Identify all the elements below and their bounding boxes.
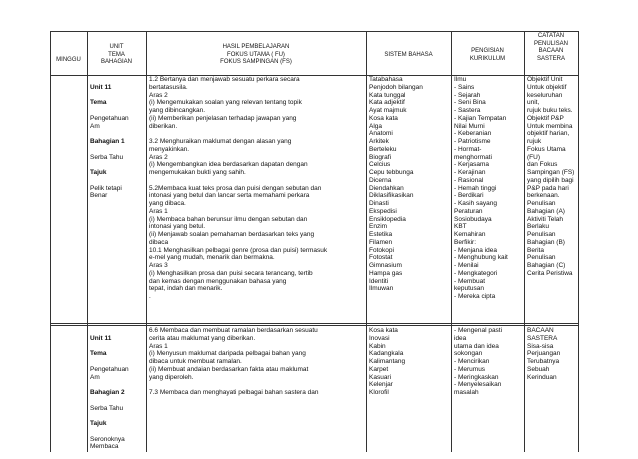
header-pengisian-kurikulum: PENGISIAN KURIKULUM	[469, 48, 506, 62]
header-minggu: MINGGU	[56, 57, 81, 63]
row1-bottom-border	[50, 323, 578, 324]
row1-sistem-bahasa: Tatabahasa Penjodoh bilangan Kata tunggal Kata adjektif Ayat majmuk Kosa kata Alga Anatomi Arkitek Berteleku Biografi Celcius Cepu tebbunga Dicerna Diendahkan Diklasifikasikan Dinasti Ekspedisi Ensiklopedia Enzim Estetika Filamen Fotokopi Fotostat Gimnasium Hampa gas Identiti Ilmuwan	[369, 76, 423, 293]
col-border-2	[146, 31, 147, 452]
row1-tema-label: Tema	[90, 99, 107, 107]
row1-hasil-pembelajaran: 1.2 Bertanya dan menjawab sesuatu perkara secara bertatasusila. Aras 2 (i) Mengemukakan soalan yang relevan tentang topik yang dibincangkan. (ii) Memberikan penjelasan terhadap jawapan yang diberikan. 3.2 Menghuraikan maklumat dengan alasan yang menyakinkan. Aras 2 (i) Mengembangkan idea berdasarkan dapatan dengan mengemukakan bukti yang sahih. 5.2Membaca kuat teks prosa dan puisi dengan sebutan dan intonasi yang betul dan lancar serta memahami perkara yang dibaca. Aras 1 (i) Membaca bahan berunsur ilmu dengan sebutan dan intonasi yang betul. (ii) Menjawab soalan pemahaman berdasarkan teks yang dibaca 10.1 Menghasilkan pelbagai genre (prosa dan puisi) termasuk e-mel yang mudah, menarik dan bermakna. Aras 3 (i) Menghasilkan prosa dan puisi secara terancang, tertib dan kemas dengan menggunakan bahasa yang tepat, indah dan menarik. .	[149, 76, 328, 300]
col-border-5	[524, 31, 525, 452]
row1-tema-value: Pengetahuan Am	[90, 114, 129, 130]
row1-bottom-border-double	[50, 325, 578, 326]
row1-catatan: Objektif Unit Untuk objektif keseluruhan unit, rujuk buku teks. Objektif P&P Untuk membina objektif harian, rujuk Fokus Utama (FU) dan Fokus Sampingan (FS) yang dipilih bagi P&P pada hari berkenaan. Penulisan Bahagian (A) Aktiviti Telah Berlaku Penulisan Bahagian (B) Berita Penulisan Bahagian (C) Cerita Peristiwa	[527, 76, 575, 277]
row2-tema-label: Tema	[90, 350, 107, 358]
row1-pengisian-kurikulum: Ilmu - Sains - Sejarah - Seni Bina - Sastera - Kajian Tempatan Nilai Murni - Keberanian - Patriotisme - Hormat- menghormati - Kerjasama - Kerajinan - Rasional - Hemah tinggi - Berdikari - Kasih sayang Peraturan Sosiobudaya KBT Kemahiran Berfikir: - Menjana idea - Menghubung kait - Menilai - Mengkategori - Membuat keputusan - Mereka cipta	[454, 76, 508, 300]
row2-catatan: BACAAN SASTERA Sisa-sisa Perjuangan Terubatnya Sebuah Kerinduan	[527, 327, 561, 381]
header-catatan: CATATAN PENULISAN BACAAN SASTERA	[533, 33, 568, 62]
col-border-3	[366, 31, 367, 452]
row1-unit-label: Unit 11	[90, 83, 112, 91]
col-border-1	[87, 31, 88, 452]
row1-bahagian-value: Serba Tahu	[90, 153, 124, 161]
row2-bahagian-label: Bahagian 2	[90, 389, 125, 396]
row2-unit-label: Unit 11	[90, 334, 112, 342]
row1-bahagian-label: Bahagian 1	[90, 138, 125, 145]
row1-tajuk-value: Pelik tetapi Benar	[90, 184, 122, 200]
row2-tajuk-value: Seronoknya Membaca	[90, 435, 125, 451]
header-sistem-bahasa: SISTEM BAHASA	[384, 52, 433, 58]
col-border-6	[578, 31, 579, 452]
row2-tema-value: Pengetahuan Am	[90, 365, 129, 381]
header-unit-tema-bahagian: UNIT TEMA BAHAGIAN	[100, 44, 132, 66]
row2-bahagian-value: Serba Tahu	[90, 404, 124, 412]
col-border-4	[451, 31, 452, 452]
row2-pengisian-kurikulum: - Mengenal pasti idea utama dan idea sokongan - Mencirikan - Merumus - Meringkaskan - Menyelesaikan masalah	[454, 327, 503, 396]
row2-hasil-pembelajaran: 6.6 Membaca dan membuat ramalan berdasarkan sesuatu cerita atau maklumat yang diberikan. Aras 1 (i) Menyusun maklumat daripada pelbagai bahan yang dibaca untuk membuat ramalan. (ii) Membuat andaian berdasarkan fakta atau maklumat yang diperoleh. 7.3 Membaca dan menghayati pelbagai bahan sastera dan	[149, 327, 319, 396]
table-top-border	[50, 31, 578, 32]
col-border-0	[50, 31, 51, 452]
row2-unit-cell	[90, 327, 144, 459]
row1-unit-cell	[90, 76, 144, 208]
header-hasil-pembelajaran: HASIL PEMBELAJARAN FOKUS UTAMA ( FU) FOKUS SAMPINGAN (FS)	[220, 44, 292, 66]
row2-tajuk-label: Tajuk	[90, 420, 107, 427]
row1-tajuk-label: Tajuk	[90, 169, 107, 176]
row2-sistem-bahasa: Kosa kata Inovasi Kabin Kadangkala Kalimantang Karpet Kasuari Kelenjar Klorofil	[369, 327, 406, 396]
